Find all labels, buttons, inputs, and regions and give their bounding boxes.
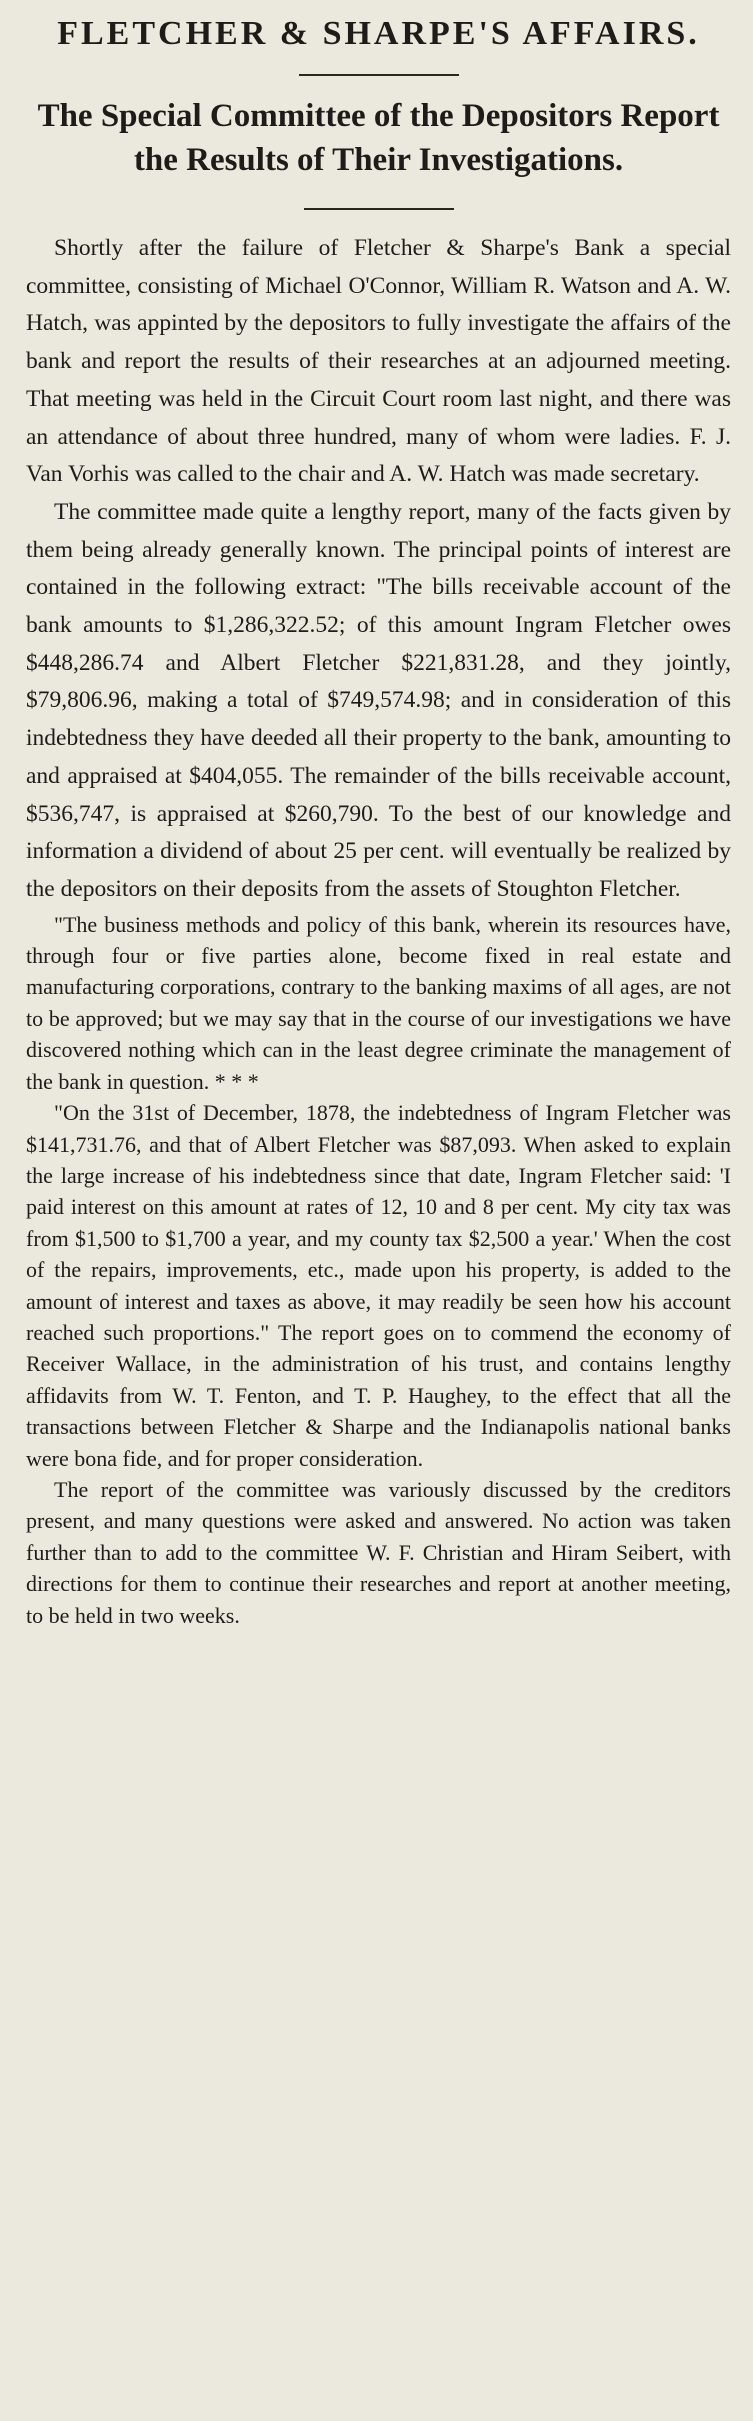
headline-divider — [299, 74, 459, 76]
paragraph-business-methods: "The business methods and policy of this bank, wherein its resources have, through four or five parties alone, become fixed in real estate and manufacturing corporations, contrary to the banking maxims of all ages, are not to be approved; but we may say that in the course of our investigations we have discovered nothing which can in the least degree criminate the management of the bank in question. * * * — [26, 911, 731, 1094]
paragraph-report-extract: The committee made quite a lengthy report, many of the facts given by them being already generally known. The principal points of interest are contained in the following extract: "The bills receivable account of the bank amounts to $1,286,322.52; of this amount Ingram Fletcher owes $448,286.74 and Albert Fletcher $221,831.28, and they jointly, $79,806.96, making a total of $749,574.98; and in consideration of this indebtedness they have deeded all their property to the bank, amounting to and appraised at $404,055. The remainder of the bills receivable account, $536,747, is appraised at $260,790. To the best of our knowledge and information a dividend of about 25 per cent. will eventually be realized by the depositors on their deposits from the assets of Stoughton Fletcher. — [26, 498, 731, 902]
paragraph-intro: Shortly after the failure of Fletcher & Sharpe's Bank a special committee, consisting of Michael O'Connor, William R. Watson and A. W. Hatch, was appinted by the depositors to fully investigate the affairs of the bank and report the results of their researches at an adjourned meeting. That meeting was held in the Circuit Court room last night, and there was an attendance of about three hundred, many of whom were ladies. F. J. Van Vorhis was called to the chair and A. W. Hatch was made secretary. — [26, 235, 731, 488]
paragraph-conclusion: The report of the committee was variously discussed by the creditors present, and many questions were asked and answered. No action was taken further than to add to the committee W. F. Christian and Hiram Seibert, with directions for them to continue their researches and report at another meeting, to be held in two weeks. — [26, 1476, 731, 1628]
headline: FLETCHER & SHARPE'S AFFAIRS. — [57, 15, 700, 52]
subheadline-divider — [304, 208, 454, 210]
article-body — [26, 230, 731, 1631]
paragraph-indebtedness: "On the 31st of December, 1878, the indebtedness of Ingram Fletcher was $141,731.76, and that of Albert Fletcher was $87,093. When asked to explain the large increase of his indebtedness since that date, Ingram Fletcher said: 'I paid interest on this amount at rates of 12, 10 and 8 per cent. My city tax was from $1,500 to $1,700 a year, and my county tax $2,500 a year.' When the cost of the repairs, improvements, etc., made upon his property, is added to the amount of interest and taxes as above, it may readily be seen how his account reached such proportions." The report goes on to commend the economy of Receiver Wallace, in the administration of his trust, and contains lengthy affidavits from W. T. Fenton, and T. P. Haughey, to the effect that all the transactions between Fletcher & Sharpe and the Indianapolis national banks were bona fide, and for proper consideration. — [26, 1100, 731, 1471]
subheadline: The Special Committee of the Depositors Report the Results of Their Investigations. — [37, 98, 720, 178]
